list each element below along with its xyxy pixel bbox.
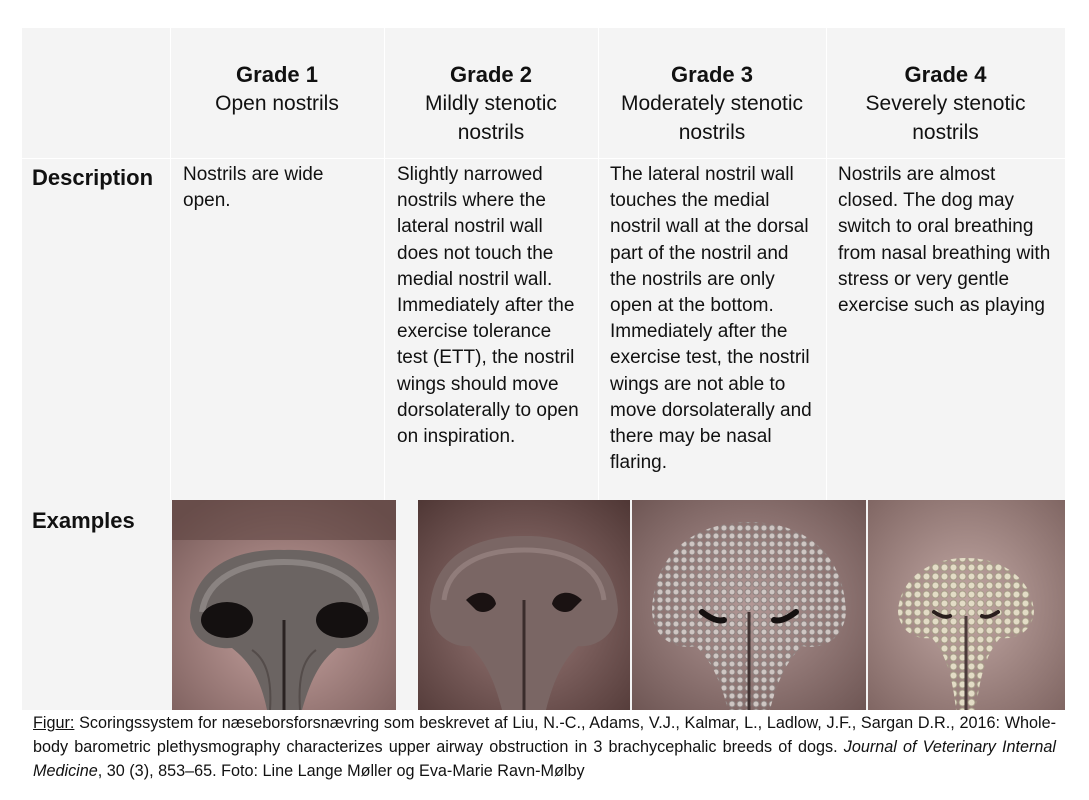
header-grade-1 [170,60,384,118]
grade-subtitle: Severely stenotic nostrils [865,92,1026,144]
row-divider [22,158,1065,159]
example-photo-grade-2 [418,500,630,710]
header-grade-4 [826,60,1065,147]
grade-title: Grade 2 [450,62,532,87]
grade-title: Grade 3 [671,62,753,87]
example-photo-grade-1 [172,500,396,710]
caption-journal: Journal of Veterinary Internal Medicine [33,738,1056,780]
caption-text-end: , 30 (3), 853–65. Foto: Line Lange Møller og Eva-Marie Ravn-Mølby [97,762,585,780]
caption-text: Scoringssystem for næseborsforsnævring som beskrevet af Liu, N.-C., Adams, V.J., Kalmar, L., Ladlow, J.F., Sargan D.R., 2016: Whole-body barometric plethysmography characterizes upper airway obstruction in 3 brachycephalic breeds of dogs. [33,714,1056,756]
example-photo-grade-3 [632,500,866,710]
row-label-examples: Examples [32,508,135,533]
example-photo-grade-4 [868,500,1065,710]
description-grade-3: The lateral nostril wall touches the medial nostril wall at the dorsal part of the nostril and the nostrils are only open at the bottom. Immediately after the exercise test, the nostril wings are not able to move dorsolaterally and there may be nasal flaring. [610,164,812,474]
grade-title: Grade 1 [236,62,318,87]
description-grade-2: Slightly narrowed nostrils where the lateral nostril wall does not touch the medial nostril wall. Immediately after the exercise tolerance test (ETT), the nostril wings should move dorsolaterally to open on inspiration. [397,164,579,448]
grade-subtitle: Moderately stenotic nostrils [620,92,804,144]
description-grade-1: Nostrils are wide open. [183,164,324,212]
row-label-description: Description [32,165,154,190]
header-grade-2 [384,60,598,147]
grade-subtitle: Mildly stenotic nostrils [425,92,557,144]
header-grade-3 [598,60,826,147]
figure-caption [33,711,1056,783]
grade-title: Grade 4 [904,62,987,87]
description-grade-4: Nostrils are almost closed. The dog may switch to oral breathing from nasal breathing with stress or very gentle exercise such as playing [838,164,1051,317]
figure-label: Figur: [33,714,75,732]
grade-subtitle: Open nostrils [215,92,339,115]
grading-table [22,28,1065,710]
